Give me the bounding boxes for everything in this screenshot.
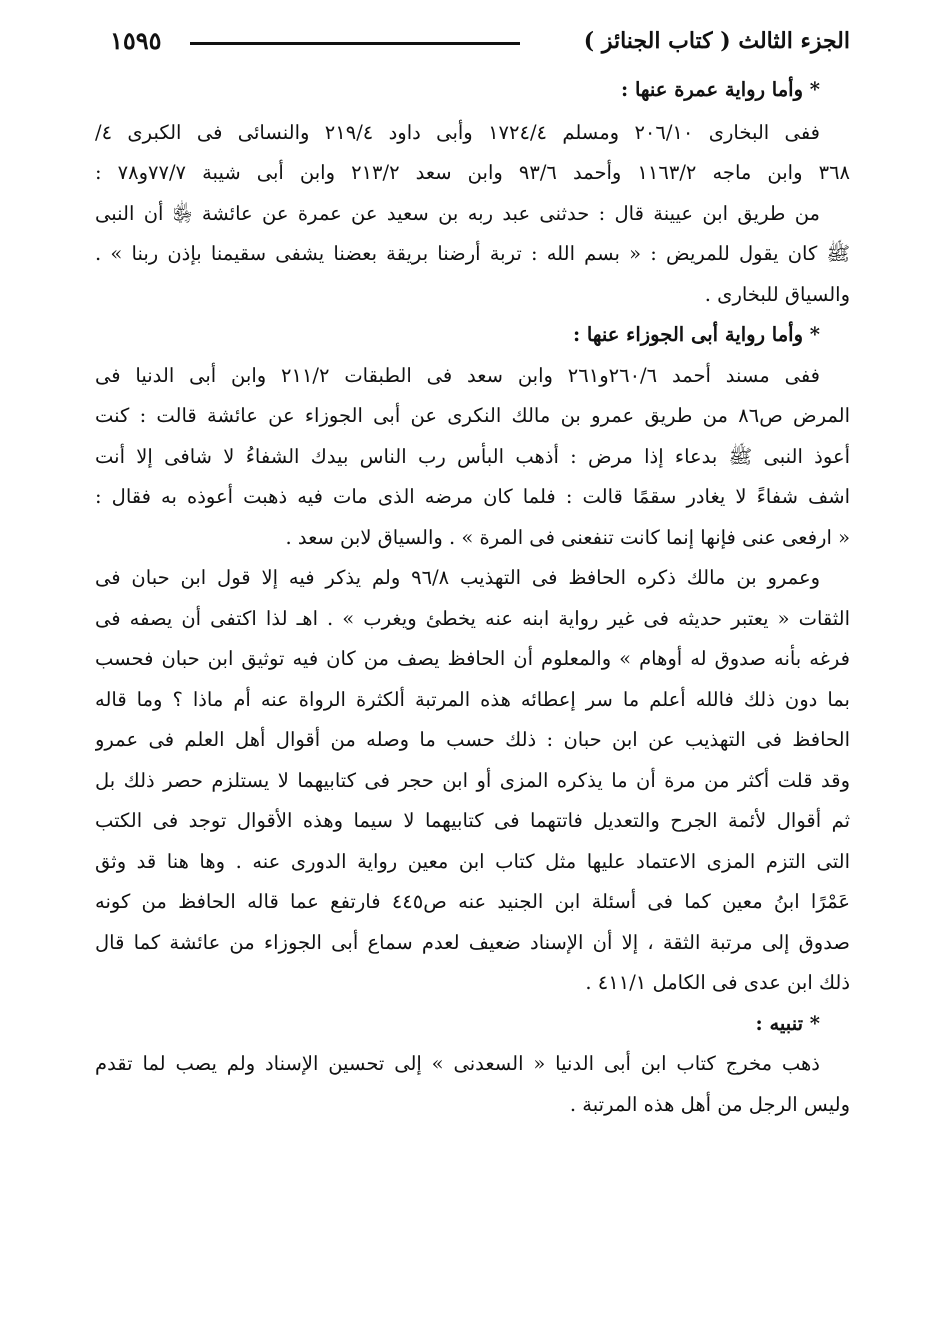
text-line: ففى مسند أحمد ٢٦٠/٦و٢٦١ وابن سعد فى الطبقات ٢١١/٢ وابن أبى الدنيا فى: [95, 363, 821, 387]
text-line: صدوق إلى مرتبة الثقة ، إلا أن الإسناد ضعيف لعدم سماع أبى الجوزاء من عائشة كما قال: [95, 930, 850, 954]
section-heading-abi-jawza: * وأما رواية أبى الجوزاء عنها :: [572, 323, 820, 346]
text-line: « ارفعى عنى فإنها إنما كانت تنفعنى فى المرة » . والسياق لابن سعد .: [285, 525, 850, 549]
section-heading-note: * تنبيه :: [755, 1011, 820, 1035]
text-line: التى التزم المزى الاعتماد عليها مثل كتاب ابن معين رواية الدورى عنه . وها هنا قد وثق: [95, 849, 850, 873]
text-line: فرغه بأنه صدوق له أوهام » والمعلوم أن الحافظ يصف من كان فيه توثيق ابن حبان فحسب: [95, 647, 850, 670]
page-body: [95, 70, 850, 1125]
text-line: اشف شفاءً لا يغادر سقمًا قالت : فلما كان مرضه الذى مات فيه ذهبت أعوذه به فقال :: [95, 485, 850, 508]
text-line: ذهب مخرج كتاب ابن أبى الدنيا « السعدنى » إلى تحسين الإسناد ولم يصب لما تقدم: [95, 1052, 820, 1075]
text-line: ثم أقوال لأئمة الجرح والتعديل فاتتهما فى كتابيهما لا سيما وهذه الأقوال توجد فى الكتب: [95, 809, 850, 832]
text-line: وليس الرجل من أهل هذه المرتبة .: [569, 1092, 850, 1116]
text-line: والسياق للبخارى .: [704, 282, 850, 306]
text-line: أعوذ النبى ﷺ بدعاء إذا مرض : أذهب البأس رب الناس بيدك الشفاءُ لا شافى إلا أنت: [95, 444, 850, 468]
running-title: الجزء الثالث ( كتاب الجنائز ): [583, 28, 850, 54]
text-line: المرض ص٨٦ من طريق عمرو بن مالك النكرى عن أبى الجوزاء عن عائشة قالت : كنت: [95, 404, 850, 427]
text-line: ففى البخارى ٢٠٦/١٠ ومسلم ١٧٢٤/٤ وأبى داود ٢١٩/٤ والنسائى فى الكبرى ٤/: [95, 120, 820, 144]
text-line: الثقات « يعتبر حديثه فى غير رواية ابنه عنه يخطئ ويغرب » . اهـ لذا اكتفى أن يصفه فى: [95, 606, 850, 630]
text-line: ﷺ كان يقول للمريض : « بسم الله : تربة أرضنا بريقة بعضنا يشفى سقيمنا بإذن ربنا » .: [95, 242, 850, 265]
text-line: بما دون ذلك فالله أعلم ما سر إعطائه هذه المرتبة ألكثرة الرواة عنه أم ماذا ؟ وما قاله: [95, 687, 850, 711]
page-header: [110, 20, 850, 60]
text-line: من طريق ابن عيينة قال : حدثنى عبد ربه بن سعيد عن عمرة عن عائشة ﵂ أن النبى: [95, 201, 820, 225]
text-line: الحافظ فى التهذيب عن ابن حبان : ذلك حسب ما وصله من أقوال أهل العلم فى عمرو: [95, 728, 850, 751]
text-line: عَمْرًا ابنُ معين كما فى أسئلة ابن الجنيد عنه ص٤٤٥ فارتفع عما قاله الحافظ من كونه: [95, 890, 850, 913]
text-line: وقد قلت أكثر من مرة أن ما يذكره المزى أو ابن حجر فى كتابيهما لا يستلزم حصر ذلك بل: [95, 768, 850, 792]
header-rule: [190, 42, 520, 45]
section-heading-amra: * وأما رواية عمرة عنها :: [620, 78, 820, 101]
text-line: ذلك ابن عدى فى الكامل ٤١١/١ .: [585, 971, 850, 994]
page-number: ١٥٩٥: [110, 26, 162, 55]
text-line: وعمرو بن مالك ذكره الحافظ فى التهذيب ٩٦/٨ ولم يذكر فيه إلا قول ابن حبان فى: [95, 566, 820, 589]
text-line: ٣٦٨ وابن ماجه ١١٦٣/٢ وأحمد ٩٣/٦ وابن سعد ٢١٣/٢ وابن أبى شيبة ٧٧/٧و٧٨ :: [95, 161, 850, 184]
